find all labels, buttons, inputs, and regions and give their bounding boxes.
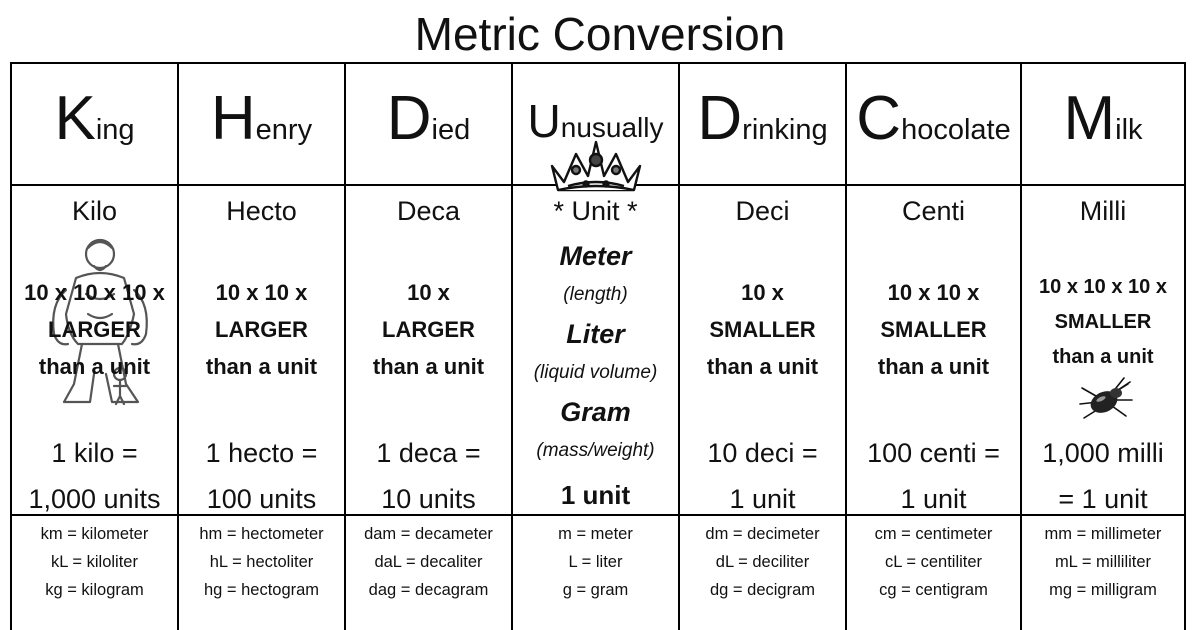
- beetle-illustration: [1076, 374, 1136, 424]
- unit-liter: Liter: [566, 319, 625, 349]
- unit-meter-sub: (length): [563, 284, 628, 305]
- desc-line: SMALLER: [1054, 311, 1152, 333]
- abbr-line: g = gram: [562, 581, 629, 599]
- eq-line: 1 unit: [900, 484, 967, 514]
- desc-line: 10 x: [407, 280, 450, 305]
- abbr-line: dg = decigram: [709, 581, 816, 599]
- mnemonic-rest: ing: [95, 114, 135, 146]
- equivalence: [179, 430, 344, 522]
- magnitude-description: [1022, 270, 1184, 375]
- prefix-name: Milli: [1079, 196, 1127, 226]
- desc-line: 10 x 10 x: [887, 280, 980, 305]
- abbr-line: kL = kiloliter: [51, 553, 138, 571]
- abbreviations: [1022, 520, 1184, 604]
- mnemonic-rest: ied: [431, 114, 471, 146]
- abbr-line: cg = centigram: [879, 581, 988, 599]
- unit-liter-sub: (liquid volume): [533, 362, 658, 383]
- mnemonic-initial: M: [1063, 84, 1116, 153]
- eq-line: 10 units: [381, 484, 476, 514]
- desc-line: LARGER: [48, 317, 141, 342]
- mnemonic-rest: hocolate: [901, 114, 1011, 146]
- abbreviations: [179, 520, 344, 604]
- mnemonic-rest: rinking: [742, 114, 828, 146]
- abbr-line: cL = centiliter: [884, 553, 983, 571]
- eq-line: 100 centi =: [867, 438, 1000, 468]
- mnemonic-initial: C: [856, 84, 902, 153]
- magnitude-description: [346, 274, 511, 385]
- column-deca: [346, 64, 513, 630]
- desc-line: SMALLER: [709, 317, 816, 342]
- abbreviations: [346, 520, 511, 604]
- unit-meter: Meter: [559, 241, 632, 271]
- magnitude-description: [12, 274, 177, 385]
- equivalence: [847, 430, 1020, 522]
- prefix-name: Kilo: [71, 196, 118, 226]
- base-units: [513, 236, 678, 518]
- mnemonic-initial: D: [386, 84, 432, 153]
- abbr-line: dam = decameter: [364, 525, 493, 543]
- prefix-name: Centi: [901, 196, 966, 226]
- mnemonic-initial: K: [54, 84, 96, 153]
- column-deci: [680, 64, 847, 630]
- desc-line: 10 x: [741, 280, 784, 305]
- mnemonic-word: [12, 64, 177, 186]
- abbr-line: m = meter: [558, 525, 633, 543]
- desc-line: than a unit: [38, 354, 151, 379]
- eq-line: 1 hecto =: [205, 438, 318, 468]
- abbr-line: cm = centimeter: [874, 525, 993, 543]
- abbr-line: km = kilometer: [40, 525, 149, 543]
- mnemonic-initial: D: [697, 84, 743, 153]
- mnemonic-rest: enry: [255, 114, 313, 146]
- prefix-name: * Unit *: [553, 196, 638, 226]
- equivalence: [1022, 430, 1184, 522]
- eq-line: 10 deci =: [707, 438, 818, 468]
- eq-line: 1 deca =: [376, 438, 481, 468]
- mnemonic-initial: H: [210, 84, 256, 153]
- abbr-line: mL = milliliter: [1054, 553, 1152, 571]
- conversion-table: [10, 62, 1186, 630]
- abbr-line: L = liter: [568, 553, 623, 571]
- abbr-line: hm = hectometer: [199, 525, 324, 543]
- abbreviations: [513, 520, 678, 604]
- prefix-name: Hecto: [226, 196, 297, 226]
- desc-line: than a unit: [372, 354, 485, 379]
- magnitude-description: [680, 274, 845, 385]
- abbr-line: kg = kilogram: [45, 581, 144, 599]
- column-kilo: [12, 64, 179, 630]
- abbr-line: hg = hectogram: [203, 581, 320, 599]
- desc-line: 10 x 10 x 10 x: [24, 280, 165, 305]
- abbreviations: [680, 520, 845, 604]
- mnemonic-rest: nusually: [560, 112, 664, 143]
- column-hecto: [179, 64, 346, 630]
- desc-line: LARGER: [382, 317, 475, 342]
- desc-line: than a unit: [706, 354, 819, 379]
- abbr-line: dag = decagram: [368, 581, 489, 599]
- desc-line: 10 x 10 x 10 x: [1039, 276, 1167, 298]
- equivalence: [680, 430, 845, 522]
- desc-line: than a unit: [205, 354, 318, 379]
- desc-line: 10 x 10 x: [215, 280, 308, 305]
- mnemonic-word: [847, 64, 1020, 186]
- unit-gram: Gram: [560, 397, 631, 427]
- equivalence: [12, 430, 177, 522]
- desc-line: SMALLER: [880, 317, 987, 342]
- one-unit: 1 unit: [560, 480, 631, 510]
- abbr-line: dL = deciliter: [715, 553, 810, 571]
- mnemonic-word: [179, 64, 344, 186]
- prefix-name: Deci: [735, 196, 790, 226]
- abbr-line: mg = milligram: [1049, 581, 1157, 599]
- eq-line: 1 unit: [729, 484, 796, 514]
- abbr-line: daL = decaliter: [374, 553, 483, 571]
- column-unit: [513, 64, 680, 630]
- abbreviations: [847, 520, 1020, 604]
- mnemonic-word: [1022, 64, 1184, 186]
- eq-line: 1 kilo =: [51, 438, 138, 468]
- mnemonic-initial: U: [527, 95, 561, 147]
- eq-line: = 1 unit: [1058, 484, 1148, 514]
- abbreviations: [12, 520, 177, 604]
- desc-line: than a unit: [877, 354, 990, 379]
- crown-illustration: [546, 136, 646, 196]
- desc-line: LARGER: [215, 317, 308, 342]
- magnitude-description: [847, 274, 1020, 385]
- mnemonic-word: [346, 64, 511, 186]
- equivalence: [346, 430, 511, 522]
- column-milli: [1022, 64, 1186, 630]
- desc-line: than a unit: [1052, 346, 1154, 368]
- prefix-name: Deca: [396, 196, 461, 226]
- eq-line: 1,000 units: [28, 484, 161, 514]
- column-centi: [847, 64, 1022, 630]
- eq-line: 1,000 milli: [1042, 438, 1164, 468]
- eq-line: 100 units: [206, 484, 317, 514]
- unit-gram-sub: (mass/weight): [536, 440, 655, 461]
- abbr-line: dm = decimeter: [705, 525, 820, 543]
- abbr-line: hL = hectoliter: [209, 553, 314, 571]
- mnemonic-word: [680, 64, 845, 186]
- magnitude-description: [179, 274, 344, 385]
- abbr-line: mm = millimeter: [1044, 525, 1162, 543]
- mnemonic-rest: ilk: [1115, 114, 1143, 146]
- page-title: Metric Conversion: [414, 8, 786, 60]
